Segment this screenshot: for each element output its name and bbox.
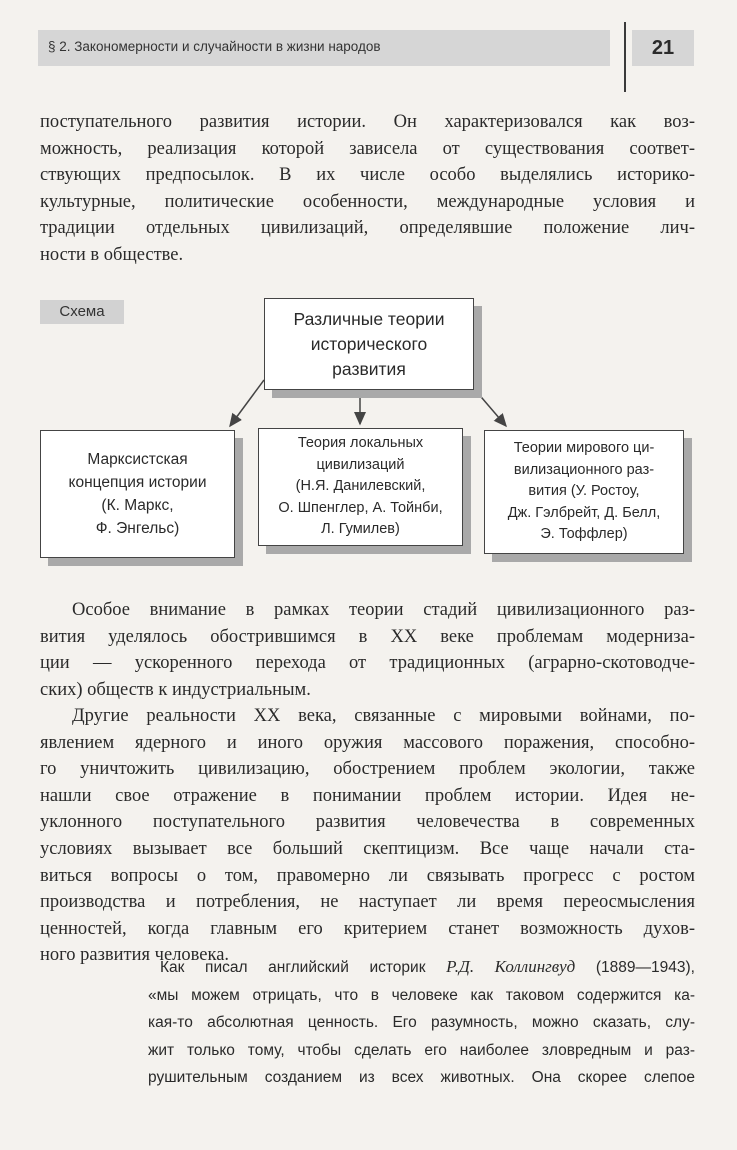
text-line: виться вопросы о том, правомерно ли связывать прогресс с ростом	[40, 865, 695, 886]
box-line: Марксистская	[87, 451, 188, 468]
quote-intro: Как писал английский историк	[160, 959, 426, 976]
quote-line: рушительным созданием из всех животных. Она скорее слепое	[148, 1069, 695, 1086]
quote-line: «мы можем отрицать, что в человеке как таковом содержится ка-	[148, 986, 695, 1004]
text-line: Другие реальности XX века, связанные с мировыми войнами, по-	[72, 706, 695, 726]
box-line: концепция истории	[68, 474, 207, 491]
text-line: можность, реализация которой зависела от существования соответ-	[40, 138, 695, 159]
text-line: ности в обществе.	[40, 244, 184, 265]
schema-right-box	[484, 430, 684, 554]
text-line: традиции отдельных цивилизаций, определявшие положение лич-	[40, 218, 695, 239]
schema-middle-box	[258, 428, 463, 546]
text-line: Особое внимание в рамках теории стадий цивилизационного раз-	[72, 600, 695, 620]
text-line: нашли свое отражение в понимании проблем истории. Идея не-	[40, 785, 695, 806]
paragraph-3	[40, 703, 695, 969]
text-line: поступательного развития истории. Он характеризовался как воз-	[40, 112, 695, 132]
box-line: О. Шпенглер, А. Тойнби,	[278, 499, 443, 516]
box-line: (К. Маркс,	[101, 497, 174, 514]
box-line: цивилизаций	[316, 456, 405, 473]
text-line: явлением ядерного и иного оружия массового поражения, способно-	[40, 732, 695, 753]
box-line: Л. Гумилев)	[321, 521, 400, 538]
text-line: го уничтожить цивилизацию, обострением проблем экологии, также	[40, 759, 695, 780]
box-line: Различные теории	[293, 308, 445, 329]
text-line: ских) обществ к индустриальным.	[40, 679, 311, 700]
page-number: 21	[651, 37, 675, 59]
box-line: исторического	[310, 333, 428, 354]
header-divider	[624, 22, 626, 92]
text-line: уклонного поступательного развития человечества в современных	[40, 812, 695, 833]
box-line: Теория локальных	[297, 435, 424, 452]
text-line: культурные, политические особенности, международные условия и	[40, 191, 695, 212]
arrow-to-left-box	[230, 380, 264, 426]
schema-left-box	[40, 430, 235, 558]
paragraph-1	[40, 109, 695, 269]
box-line: (Н.Я. Данилевский,	[295, 478, 426, 495]
box-line: развития	[332, 358, 406, 379]
box-line: Ф. Энгельс)	[95, 520, 180, 537]
running-header-title: § 2. Закономерности и случайности в жизни народов	[48, 39, 381, 54]
quote-first-line	[148, 953, 695, 982]
arrow-to-right-box	[470, 384, 506, 426]
quote-line: жит только тому, чтобы сделать его наиболее зловредным и раз-	[148, 1041, 695, 1059]
text-line: вития уделялось обострившимся в XX веке проблемам модерниза-	[40, 626, 695, 647]
box-line: вилизационного раз-	[513, 461, 655, 478]
text-line: ствующих предпосылок. В их числе особо выделялись историко-	[40, 165, 695, 186]
text-line: ции — ускоренного перехода от традиционных (аграрно-скотоводче-	[40, 653, 695, 674]
schema-top-box	[264, 298, 474, 390]
text-line: производства и потребления, не наступает ли время переосмысления	[40, 892, 695, 913]
collingwood-quote	[148, 953, 695, 1092]
quote-author: Р.Д. Коллингвуд	[446, 957, 576, 976]
paragraph-2	[40, 597, 695, 703]
box-line: вития (У. Ростоу,	[528, 483, 640, 500]
quote-line: кая-то абсолютная ценность. Его разумность, можно сказать, слу-	[148, 1014, 695, 1031]
box-line: Теории мирового ци-	[513, 440, 655, 457]
text-line: ного развития человека.	[40, 945, 230, 966]
schema-label: Схема	[40, 300, 124, 324]
quote-years: (1889—1943),	[595, 959, 695, 976]
box-line: Дж. Гэлбрейт, Д. Белл,	[507, 504, 661, 521]
text-line: ценностей, когда главным его критерием станет возможность духов-	[40, 918, 695, 939]
text-line: условиях вызывает все больший скептицизм. Все чаще начали ста-	[40, 838, 695, 859]
box-line: Э. Тоффлер)	[540, 526, 628, 543]
